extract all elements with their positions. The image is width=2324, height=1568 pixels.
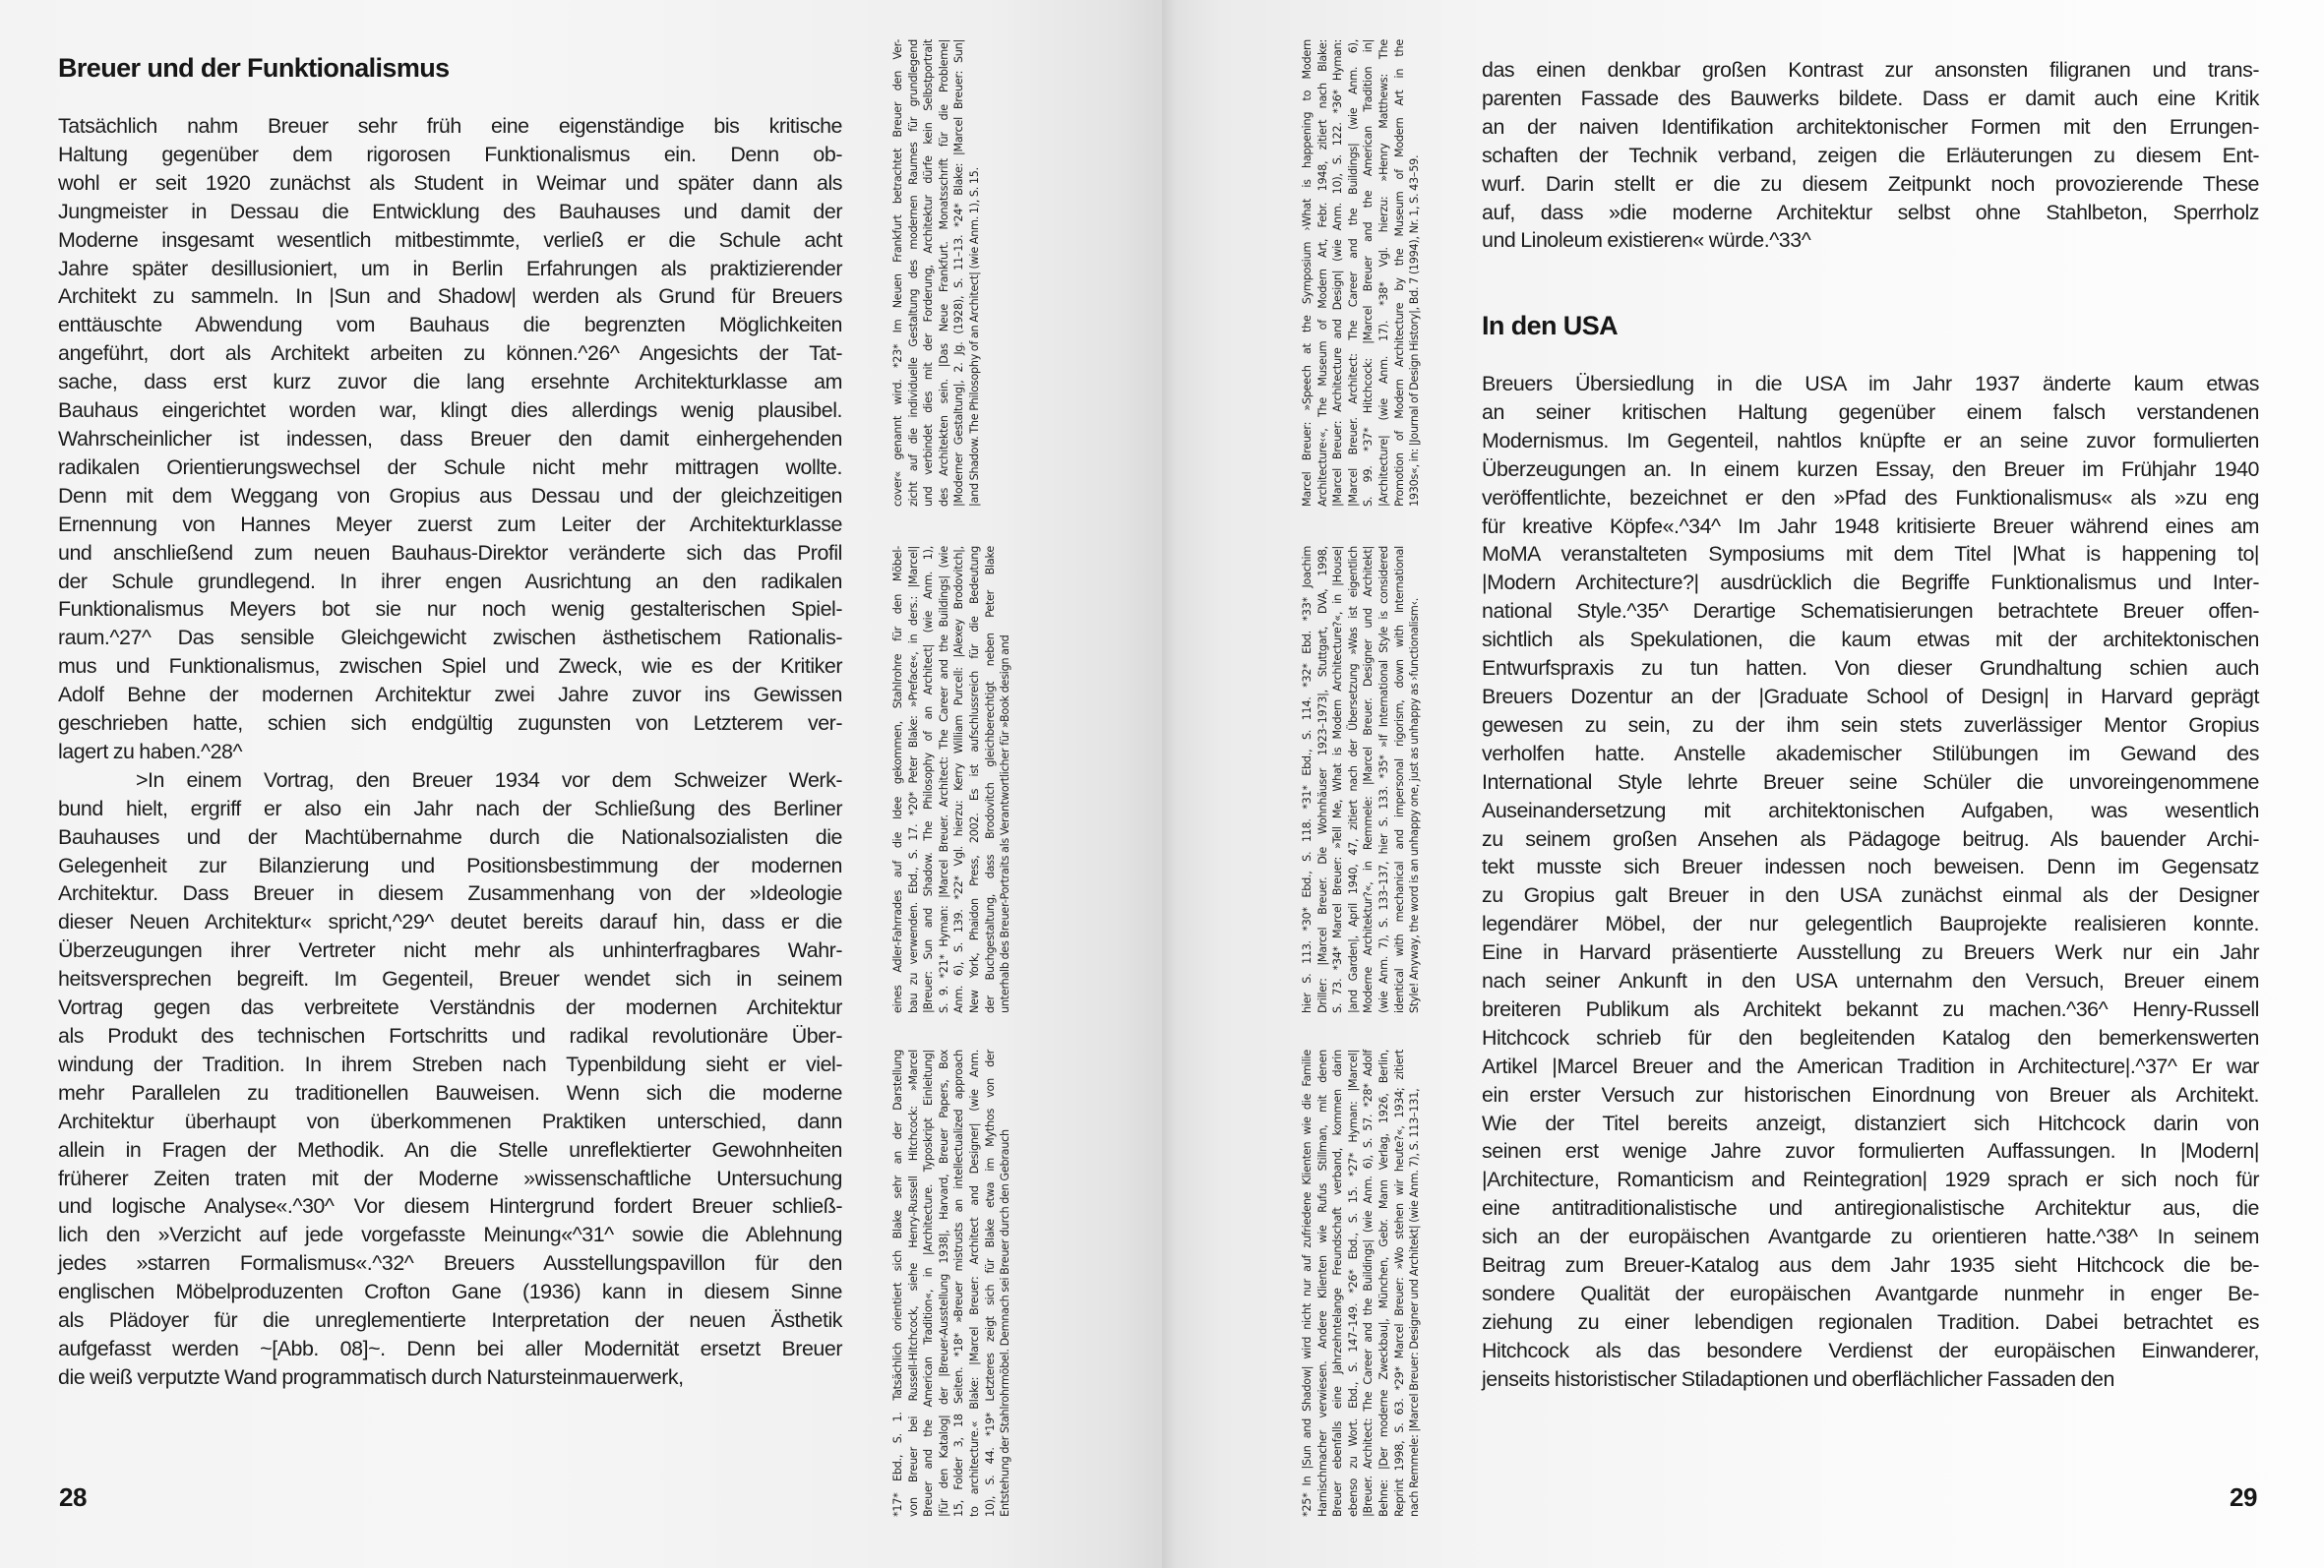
text-line: an seiner kritischen Haltung gegenüber einem falsch verstandenen xyxy=(1482,399,2259,424)
text-line: 10), S. 44. *19* Letzteres zeigt sich für Blake etwa im Mythos von der xyxy=(983,1050,997,1517)
text-line: Harnischmacher verwiesen. Andere Klienten wie Rufus Stillman, mit denen xyxy=(1315,1050,1329,1517)
text-line: Moderne insgesamt wesentlich mitbestimmte, verließ er die Schule acht xyxy=(58,227,842,252)
text-line: S. 99. *37* Hitchcock: |Marcel Breuer and the American Tradition in| xyxy=(1362,39,1376,507)
text-line: des Architekten sein. |Das Neue Frankfurt. Monatsschrift für die Probleme| xyxy=(937,39,950,507)
text-line: Vortrag gegen das verbreitete Verständnis der modernen Architektur xyxy=(58,995,842,1020)
text-line: unterhalb des Breuer-Portraits als Verantwortlicher für »Book design and xyxy=(999,634,1012,1013)
footnotes-block xyxy=(890,39,1013,507)
text-line: mus und Funktionalismus, zwischen Spiel und Zweck, wie es der Kritiker xyxy=(58,654,842,679)
text-line: Reprint 1998, S. 63. *29* Marcel Breuer: »Wo stehen wir heute?«, 1934; zitiert xyxy=(1392,1050,1406,1517)
text-line: zu Gropius galt Breuer in den USA zunächst einmal als der Designer xyxy=(1482,883,2259,908)
text-line: wohl er seit 1920 zunächst als Student in Weimar und später dann als xyxy=(58,170,842,195)
text-line: Denn mit dem Weggang von Gropius aus Dessau und der gleichzeitigen xyxy=(58,483,842,508)
text-line: Breuer and the American Tradition«, in |Architecture. Typoskript Einleitung| xyxy=(922,1050,936,1517)
text-line: Architecture‹«, The Museum of Modern Art, Febr. 1948, zitiert nach Blake: xyxy=(1315,39,1329,507)
text-line: *25* In |Sun and Shadow| wird nicht nur auf zufriedene Klienten wie die Familie xyxy=(1301,1050,1314,1517)
text-line: und verbindet dies mit der Forderung, Architektur dürfe kein Selbstportrait xyxy=(922,39,936,507)
text-line: breiteren Publikum als Architekt bekannt zu machen.^36^ Henry-Russell xyxy=(1482,996,2259,1021)
text-line: nach Remmele: |Marcel Breuer: Designer und Architekt| (wie Anm. 7), S. 113–131, xyxy=(1408,1088,1422,1517)
text-line: und logische Analyse«.^30^ Vor diesem Hintergrund fordert Breuer schließ- xyxy=(58,1194,842,1219)
text-line: sich an der europäischen Avantgarde zu orientieren hatte.^38^ In seinem xyxy=(1482,1225,2259,1249)
text-line: Jungmeister in Dessau die Entwicklung des Bauhauses und damit der xyxy=(58,199,842,223)
text-line: geschrieben hatte, schien sich endgültig zugunsten von Letzterem ver- xyxy=(58,711,842,736)
text-line: aufgefasst werden ~[Abb. 08]~. Denn bei aller Modernität ersetzt Breuer xyxy=(58,1336,842,1360)
text-line: |Marcel Breuer. Architect: The Career and the Buildings| (wie Anm. 6), xyxy=(1346,39,1360,507)
text-line: (wie Anm. 7), S. 133–137, hier S. 133. *35* »If International Style is considered xyxy=(1376,546,1390,1013)
text-line: für kreative Köpfe«.^34^ Im Jahr 1948 kritisierte Breuer während eines am xyxy=(1482,513,2259,538)
text-line: New York, Phaidon Press, 2002. Es ist aufschlussreich für die Bedeutung xyxy=(967,546,981,1013)
text-line: identical with mechanical and impersonal rigorism, down with International xyxy=(1392,546,1406,1013)
text-line: lich den »Verzicht auf jede vorgefasste Meinung«^31^ sowie die Ablehnung xyxy=(58,1223,842,1247)
body-text xyxy=(1482,56,2259,255)
text-line: S. 9. *21* Hyman: |Marcel Breuer. Architect: The Career and the Buildings| (wie xyxy=(937,546,950,1013)
text-line: S. 73. *34* Marcel Breuer: »Tell Me, What is Modern Architecture?«, in |House| xyxy=(1331,546,1345,1013)
text-line: |Marcel Breuer: Architecture and Design| (wie Anm. 10), S. 122. *36* Hyman: xyxy=(1331,39,1345,507)
text-line: Entwurfspraxis zu tun hatten. Von dieser Grundhaltung schien auch xyxy=(1482,656,2259,681)
text-line: Hitchcock schrieb für den begleitenden Katalog den bemerkenswerten xyxy=(1482,1025,2259,1050)
text-line: |Architecture, Romanticism and Reintegration| 1929 sprach er sich noch für xyxy=(1482,1168,2259,1192)
text-line: Auseinandersetzung mit architektonischen Aufgaben, was wesentlich xyxy=(1482,798,2259,822)
text-line: als Plädoyer für die unreglementierte Interpretation der neuen Ästhetik xyxy=(58,1308,842,1333)
text-line: gewesen zu sein, zu der ihm sein stets zuverlässiger Mentor Gropius xyxy=(1482,712,2259,737)
text-line: der Schule grundlegend. In ihrer engen Ausrichtung an den radikalen xyxy=(58,569,842,593)
text-line: |Breuer. Architect: The Career and the Buildings| (wie Anm. 6), S. 57. *28* Adolf xyxy=(1362,1050,1376,1517)
text-line: als Produkt des technischen Fortschritts und radikal revolutionäre Über- xyxy=(58,1024,842,1048)
text-line: Tatsächlich nahm Breuer sehr früh eine eigenständige bis kritische xyxy=(58,114,842,138)
page-number: 29 xyxy=(2230,1482,2257,1512)
footnotes-block xyxy=(890,1050,1013,1517)
text-line: Wie der Titel bereits anzeigt, distanziert sich Hitchcock darin von xyxy=(1482,1111,2259,1135)
text-line: International Style lehrte Breuer seine Schüler die unvoreingenommene xyxy=(1482,769,2259,794)
text-line: eine antitraditionalistische und antiregionalistische Architektur aus, die xyxy=(1482,1196,2259,1221)
text-line: zicht auf die individuelle Gestaltung des modernen Raumes für grundlegend xyxy=(906,39,920,507)
text-line: Entstehung der Stahlrohrmöbel. Demnach sei Breuer durch den Gebrauch xyxy=(999,1129,1012,1517)
text-line: jedes »starren Formalismus«.^32^ Breuers Ausstellungspavillon für den xyxy=(58,1251,842,1276)
text-line: sondere Qualität der europäischen Avantgarde nunmehr in enger Be- xyxy=(1482,1282,2259,1305)
text-line: englischen Möbelproduzenten Crofton Gane (1936) kann in diesem Sinne xyxy=(58,1280,842,1304)
text-line: cover« genannt wird. *23* Im Neuen Frankfurt betrachtet Breuer den Ver- xyxy=(891,39,904,507)
section-heading: Breuer und der Funktionalismus xyxy=(58,53,450,83)
text-line: allein in Fragen der Methodik. An die Stelle unreflektierter Gewohnheiten xyxy=(58,1137,842,1162)
text-line: Behne: |Der moderne Zweckbau|, München, Gebr. Mann Verlag, 1926, Berlin, xyxy=(1376,1050,1390,1517)
footnotes-block xyxy=(1300,1050,1423,1517)
text-line: zu seinem großen Ansehen als Pädagoge beitrug. Als bauender Archi- xyxy=(1482,826,2259,851)
text-line: windung der Tradition. In ihrem Streben nach Typenbildung sieht er viel- xyxy=(58,1052,842,1076)
body-text xyxy=(58,112,842,1392)
text-line: lagert zu haben.^28^ xyxy=(58,739,243,763)
footnotes-block xyxy=(1300,39,1423,507)
text-line: >In einem Vortrag, den Breuer 1934 vor dem Schweizer Werk- xyxy=(136,767,842,792)
text-line: sichtlich als Spekulationen, die kaum etwas mit der architektonischen xyxy=(1482,628,2259,652)
body-text xyxy=(1482,370,2259,1394)
text-line: Anm. 6), S. 139. *22* Vgl. hierzu: Kerry William Purcell: |Alexey Brodovitch|, xyxy=(952,546,966,1013)
text-line: Funktionalismus Meyers bot sie nur noch wenig gestalterischen Spiel- xyxy=(58,597,842,622)
text-line: heitsversprechen begreift. Im Gegenteil, Breuer wendet sich in seinem xyxy=(58,967,842,992)
text-line: mehr Parallelen zu traditionellen Bauweisen. Wenn sich die moderne xyxy=(58,1080,842,1105)
text-line: |Moderner Gestaltung|, 2. Jg. (1928), S. 11–13. *24* Blake: |Marcel Breuer: Sun| xyxy=(952,39,966,507)
text-line: Gelegenheit zur Bilanzierung und Positionsbestimmung der modernen xyxy=(58,853,842,877)
text-line: Bauhauses und der Machtübernahme durch die Nationalsozialisten die xyxy=(58,824,842,849)
text-line: Adolf Behne der modernen Architektur zwei Jahre zuvor ins Gewissen xyxy=(58,683,842,707)
text-line: legendärer Möbel, der nur gelegentlich Bauprojekte realisieren konnte. xyxy=(1482,912,2259,936)
text-line: wurf. Darin stellt er die zu diesem Zeitpunkt noch provozierende These xyxy=(1482,171,2259,196)
text-line: und anschließend zum neuen Bauhaus-Direktor veränderte sich das Profil xyxy=(58,540,842,565)
text-line: auf, dass »die moderne Architektur selbst ohne Stahlbeton, Sperrholz xyxy=(1482,200,2259,224)
page-number: 28 xyxy=(59,1482,87,1512)
text-line: Architektur. Dass Breuer in diesem Zusammenhang von der »Ideologie xyxy=(58,881,842,906)
text-line: schaften der Technik verband, zeigen die Erläuterungen zu diesem Ent- xyxy=(1482,143,2259,167)
text-line: angeführt, dort als Architekt arbeiten zu können.^26^ Angesichts der Tat- xyxy=(58,341,842,366)
text-line: radikalen Orientierungswechsel der Schule nicht mehr mittragen wollte. xyxy=(58,454,842,479)
text-line: Moderne Architektur?«, in Remmele: |Marcel Breuer. Designer und Architekt| xyxy=(1362,546,1376,1013)
text-line: |and Garden|, April 1940, 47, zitiert nach der Übersetzung »Was ist eigentlich xyxy=(1346,546,1360,1013)
text-line: Style! Anyway, the word is an unhappy one, just as unhappy as ›functionalism‹. xyxy=(1408,597,1422,1013)
text-line: und Linoleum existieren« würde.^33^ xyxy=(1482,228,1811,253)
section-heading: In den USA xyxy=(1482,311,1619,340)
text-line: nach seiner Ankunft in den USA unternahm den Versuch, Breuer einem xyxy=(1482,969,2259,994)
text-line: tekt musste sich Breuer indessen noch beweisen. Denn im Gegensatz xyxy=(1482,855,2259,879)
text-line: Promotion of Modern Architecture by the Museum of Modern Art in the xyxy=(1392,39,1406,507)
text-line: der Buchgestaltung, dass Brodovitch gleichberechtigt neben Peter Blake xyxy=(983,546,997,1013)
text-line: national Style.^35^ Derartige Schematisierungen betrachtete Breuer offen- xyxy=(1482,599,2259,624)
text-line: jenseits historistischer Stiladaptionen und oberflächlicher Fassaden den xyxy=(1482,1366,2114,1391)
footnotes-block xyxy=(890,546,1013,1013)
text-line: Marcel Breuer: »Speech at the Symposium ›What is happening to Modern xyxy=(1301,39,1314,507)
text-line: Architekt zu sammeln. In |Sun and Shadow| werden als Grund für Breuers xyxy=(58,284,842,309)
text-line: |and Shadow. The Philosophy of an Architect| (wie Anm. 1), S. 15. xyxy=(967,167,981,507)
text-line: Jahre später desillusioniert, um in Berlin Erfahrungen als praktizierender xyxy=(58,256,842,280)
text-line: 1930s«, in: |Journal of Design History|, Bd. 7 (1994), Nr. 1, S. 43–59. xyxy=(1408,154,1422,507)
text-line: an der naiven Identifikation architektonischer Formen mit den Errungen- xyxy=(1482,114,2259,139)
text-line: dieser Neuen Architektur« spricht,^29^ deutet bereits darauf hin, dass er die xyxy=(58,910,842,935)
text-line: ein erster Versuch zur historischen Einordnung von Breuer als Architekt. xyxy=(1482,1082,2259,1107)
text-line: früherer Zeiten traten mit der Moderne »wissenschaftliche Untersuchung xyxy=(58,1166,842,1190)
text-line: *17* Ebd., S. 1. Tatsächlich orientiert sich Blake sehr an der Darstellung xyxy=(891,1050,904,1517)
text-line: veröffentlichte, bezeichnet er den »Pfad des Funktionalismus« als »zu eng xyxy=(1482,485,2259,510)
text-line: von Breuer bei Russell-Hitchcock, siehe Henry-Russell Hitchcock: »Marcel xyxy=(906,1050,920,1517)
text-line: Bauhaus eingerichtet worden war, klingt dies allerdings wenig plausibel. xyxy=(58,398,842,423)
text-line: Modernismus. Im Gegenteil, nahtlos knüpfte er an seine zuvor formulierten xyxy=(1482,428,2259,452)
text-line: das einen denkbar großen Kontrast zur ansonsten filigranen und trans- xyxy=(1482,58,2259,82)
text-line: hier S. 113. *30* Ebd., S. 118. *31* Ebd., S. 114. *32* Ebd. *33* Joachim xyxy=(1301,546,1314,1013)
text-line: to architecture.« Blake: |Marcel Breuer: Architect and Designer| (wie Anm. xyxy=(967,1050,981,1517)
text-line: ziehung zu einer lebendigen regionalen Tradition. Dabei betrachtet es xyxy=(1482,1309,2259,1334)
text-line: verholfen hatte. Anstelle akademischer Stilübungen im Gewand des xyxy=(1482,741,2259,765)
text-line: |Breuer: Sun and Shadow. The Philosophy of an Architect| (wie Anm. 1), xyxy=(922,546,936,1013)
text-line: bund hielt, ergriff er also ein Jahr nach der Schließung des Berliner xyxy=(58,796,842,820)
footnotes-block xyxy=(1300,546,1423,1013)
text-line: Überzeugungen ihrer Vertreter nicht mehr als unhinterfragbares Wahr- xyxy=(58,938,842,963)
text-line: eines Adler-Fahrrades auf die Idee gekommen, Stahlrohre für den Möbel- xyxy=(891,546,904,1013)
text-line: Architektur überhaupt von überkommenen Praktiken unterschied, dann xyxy=(58,1109,842,1133)
text-line: bau zu verwenden. Ebd., S. 17. *20* Peter Blake: »Preface«, in ders.: |Marcel| xyxy=(906,546,920,1013)
text-line: Beitrag zum Breuer-Katalog aus dem Jahr 1935 sieht Hitchcock die be- xyxy=(1482,1253,2259,1278)
text-line: |für den Katalog| der |Breuer-Ausstellung 1938|, Harvard, Breuer Papers, Box xyxy=(937,1050,950,1517)
text-line: |Modern Architecture?| ausdrücklich die Begriffe Funktionalismus und Inter- xyxy=(1482,571,2259,595)
text-line: raum.^27^ Das sensible Gleichgewicht zwischen ästhetischem Rationalis- xyxy=(58,626,842,650)
text-line: ebenso zu Wort. Ebd., S. 147–149. *26* Ebd., S. 15. *27* Hyman: |Marcel| xyxy=(1346,1050,1360,1517)
text-line: Überzeugungen an. In einem kurzen Essay, den Breuer im Frühjahr 1940 xyxy=(1482,456,2259,481)
text-line: Breuers Übersiedlung in die USA im Jahr 1937 änderte kaum etwas xyxy=(1482,372,2259,395)
text-line: Breuer ebenfalls eine Jahrzehntelange Freundschaft verband, kommen darin xyxy=(1331,1050,1345,1517)
text-line: Hitchcock als das besondere Verdienst der europäischen Einwanderer, xyxy=(1482,1338,2259,1362)
text-line: seinen erst wenige Jahre zuvor formulierten Auffassungen. In |Modern| xyxy=(1482,1139,2259,1164)
text-line: Breuers Dozentur an der |Graduate School of Design| in Harvard geprägt xyxy=(1482,684,2259,708)
text-line: Wahrscheinlicher ist indessen, dass Breuer den damit einhergehenden xyxy=(58,426,842,451)
text-line: enttäuschte Abwendung vom Bauhaus die begrenzten Möglichkeiten xyxy=(58,313,842,337)
text-line: Haltung gegenüber dem rigorosen Funktionalismus ein. Denn ob- xyxy=(58,142,842,166)
text-line: Driller: |Marcel Breuer. Die Wohnhäuser 1923–1973|, Stuttgart, DVA, 1998, xyxy=(1315,546,1329,1013)
text-line: sache, dass erst kurz zuvor die lang ersehnte Architekturklasse am xyxy=(58,370,842,394)
text-line: Eine in Harvard präsentierte Ausstellung zu Breuers Werk nur ein Jahr xyxy=(1482,940,2259,965)
text-line: parenten Fassade des Bauwerks bildete. Dass er damit auch eine Kritik xyxy=(1482,86,2259,110)
text-line: MoMA veranstalteten Symposiums mit dem Titel |What is happening to| xyxy=(1482,542,2259,567)
right-page xyxy=(1162,0,2324,1568)
text-line: |Architecture| (wie Anm. 17). *38* Vgl. hierzu: »Henry Matthews: The xyxy=(1376,39,1390,507)
text-line: Ernennung von Hannes Meyer zuerst zum Leiter der Architekturklasse xyxy=(58,512,842,536)
text-line: Artikel |Marcel Breuer and the American Tradition in Architecture|.^37^ Er war xyxy=(1482,1054,2259,1078)
text-line: 15, Folder 3, 18 Seiten. *18* »Breuer mistrusts an intellectualized approach xyxy=(952,1050,966,1517)
text-line: die weiß verputzte Wand programmatisch durch Natursteinmauerwerk, xyxy=(58,1364,684,1389)
